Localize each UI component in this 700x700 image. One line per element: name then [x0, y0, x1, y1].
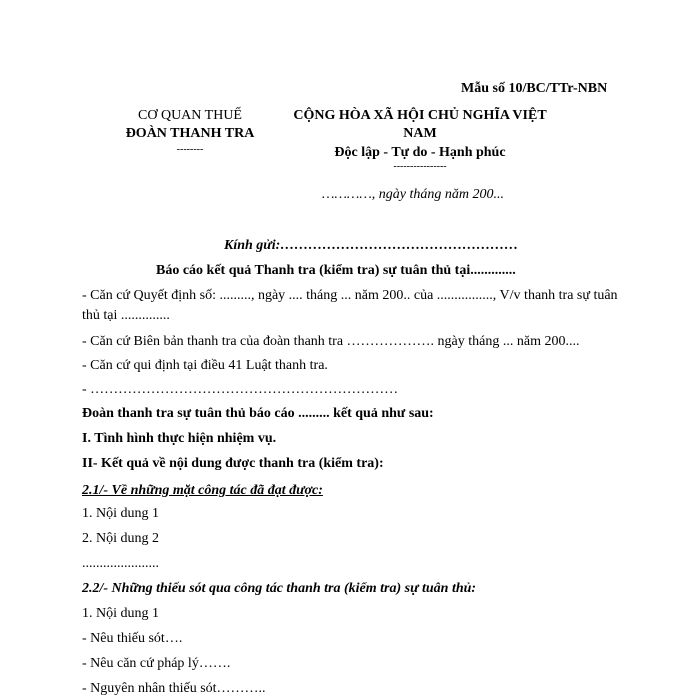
right-header-separator: ----------------	[393, 161, 447, 172]
list-item: 1. Nội dung 1	[82, 506, 159, 521]
basis-record: - Căn cứ Biên bản thanh tra của đoàn thanh tra ………………. ngày tháng ... năm 200....	[82, 334, 580, 349]
list-item: - Nêu thiếu sót….	[82, 631, 183, 646]
subsection-2-1-text: 2.1/- Về những mặt công tác đã đạt được:	[82, 483, 323, 498]
list-item: ......................	[82, 556, 159, 571]
subsection-2-2-heading: 2.2/- Những thiếu sót qua công tác thanh tra (kiểm tra) sự tuân thủ:	[82, 581, 477, 596]
date-line: …………, ngày tháng năm 200...	[322, 187, 505, 202]
list-item: 1. Nội dung 1	[82, 606, 159, 621]
basis-decision: - Căn cứ Quyết định số: ........., ngày .... tháng ... năm 200.. của ................, V/v thanh tra sự tuân thủ tại ..............	[82, 288, 618, 323]
section-2-heading: II- Kết quả về nội dung được thanh tra (kiểm tra):	[82, 456, 384, 471]
form-number: Mẫu số 10/BC/TTr-NBN	[461, 81, 608, 96]
list-item: - Nêu căn cứ pháp lý…….	[82, 656, 231, 671]
country-name-line2: NAM	[403, 126, 437, 141]
list-item: 2. Nội dung 2	[82, 531, 159, 546]
country-name-line1: CỘNG HÒA XÃ HỘI CHỦ NGHĨA VIỆT	[293, 108, 547, 123]
national-motto: Độc lập - Tự do - Hạnh phúc	[334, 145, 506, 160]
recipient-line: Kính gửi:……………………………………………	[224, 238, 519, 253]
report-title: Báo cáo kết quả Thanh tra (kiểm tra) sự tuân thủ tại.............	[156, 263, 516, 278]
left-header-separator: --------	[176, 144, 204, 155]
report-intro: Đoàn thanh tra sự tuân thủ báo cáo ......... kết quả như sau:	[82, 406, 434, 421]
list-item: - Nguyên nhân thiếu sót………..	[82, 681, 266, 696]
subsection-2-1-heading	[82, 481, 622, 501]
inspection-team-name: ĐOÀN THANH TRA	[125, 126, 255, 141]
basis-law: - Căn cứ qui định tại điều 41 Luật thanh tra.	[82, 358, 328, 373]
basis-other: - …………………………………………………………	[82, 382, 399, 397]
agency-name: CƠ QUAN THUẾ	[138, 108, 242, 123]
section-1-heading: I. Tình hình thực hiện nhiệm vụ.	[82, 431, 277, 446]
